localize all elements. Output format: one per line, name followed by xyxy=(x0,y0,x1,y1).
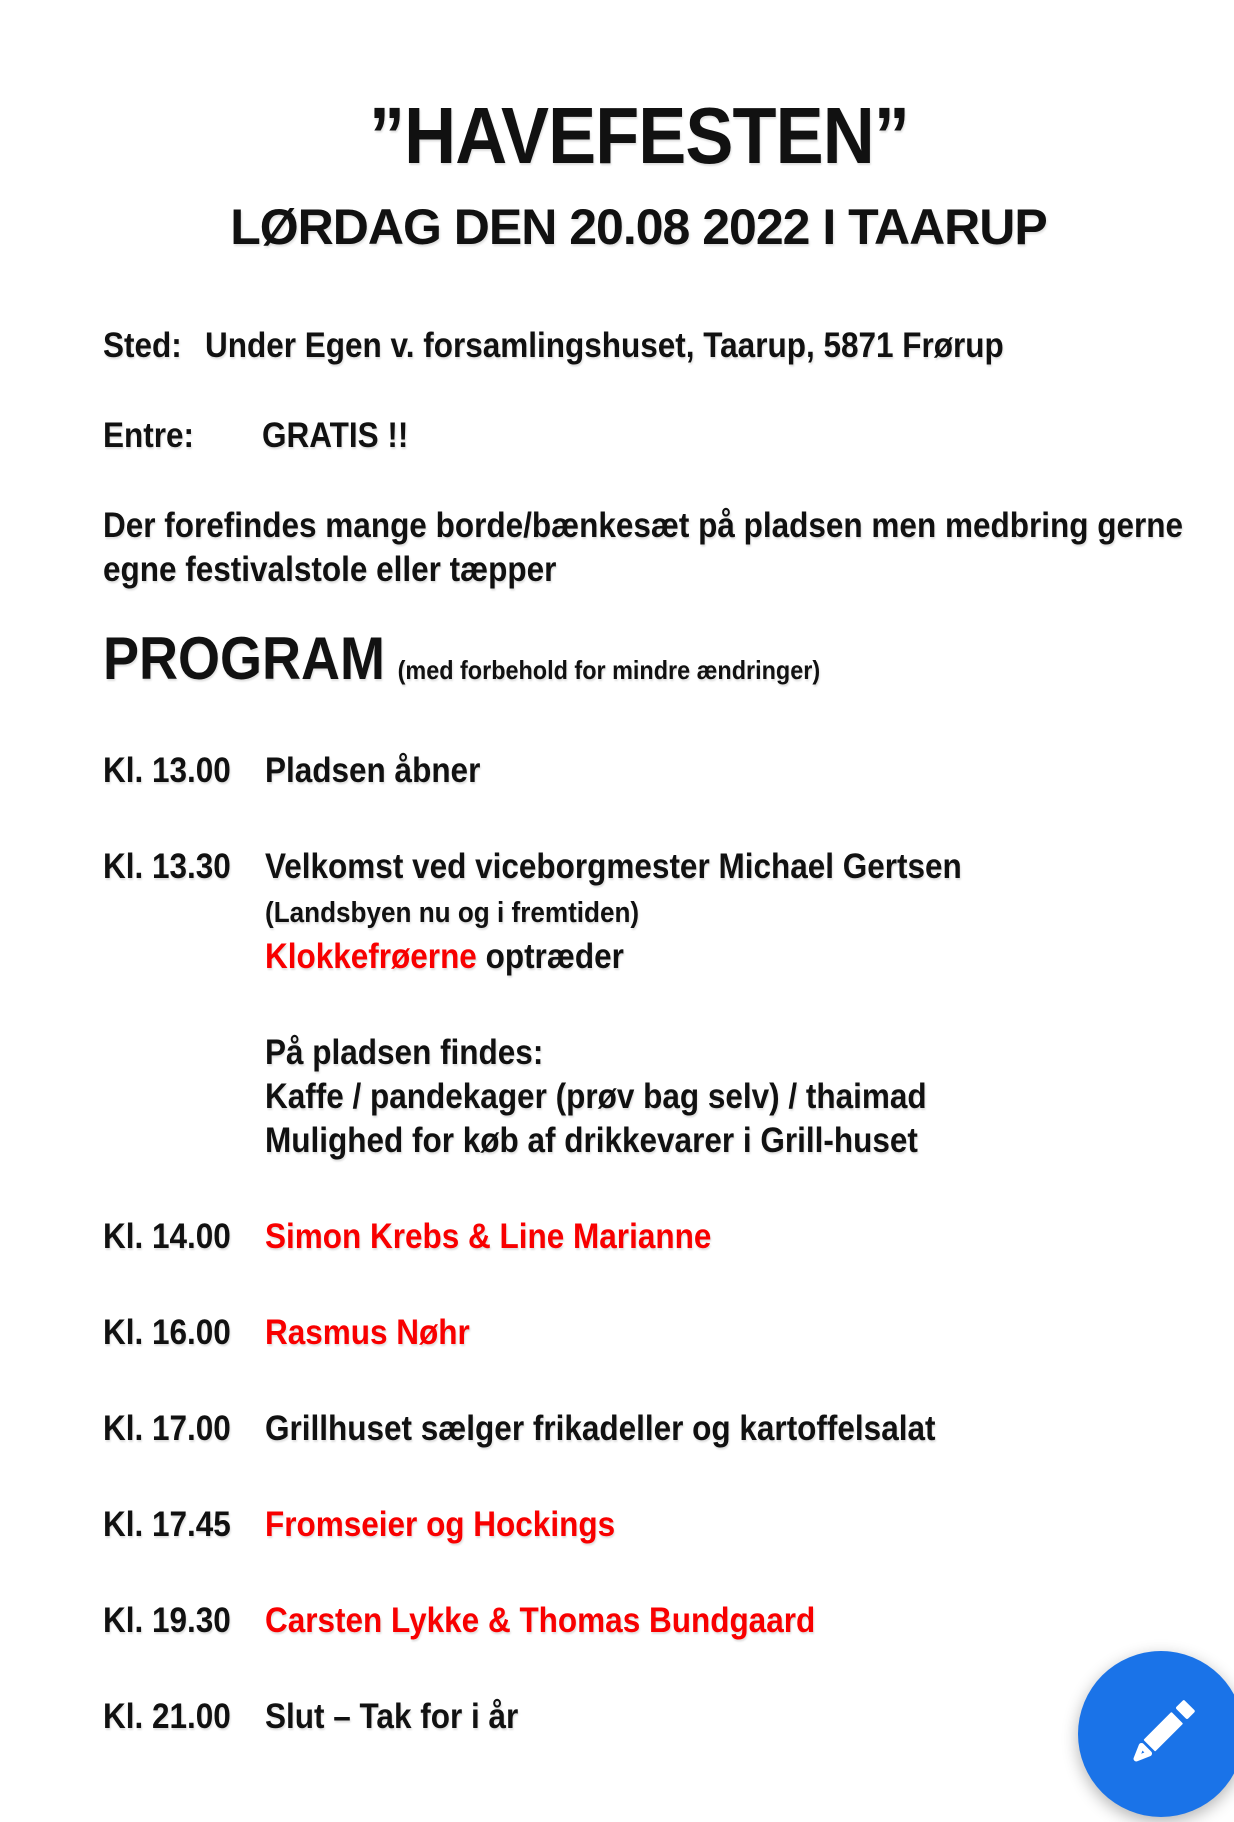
program-time-text: Kl. 19.30 xyxy=(103,1601,231,1640)
program-time-text: Kl. 17.45 xyxy=(103,1505,231,1544)
program-line xyxy=(265,1503,1174,1547)
seating-note-text-1: Der forefindes mange borde/bænkesæt på pladsen men medbring gerne xyxy=(103,506,1183,545)
text-segment: (Landsbyen nu og i fremtiden) xyxy=(265,897,640,929)
venue-label-cell xyxy=(103,324,205,368)
program-line-text xyxy=(265,749,480,793)
page-title xyxy=(103,88,1174,184)
program-line-text xyxy=(265,1407,935,1451)
highlighted-act-name: Fromseier og Hockings xyxy=(265,1505,616,1544)
program-description xyxy=(265,1695,1174,1739)
program-description xyxy=(265,1031,1174,1163)
program-time-text: Kl. 13.30 xyxy=(103,847,231,886)
program-description xyxy=(265,1215,1174,1259)
text-segment: optræder xyxy=(476,937,624,976)
seating-note xyxy=(103,504,1183,592)
program-time xyxy=(103,1695,265,1739)
program-description xyxy=(265,845,1174,979)
admission-label: Entre: xyxy=(103,416,195,455)
program-line-text xyxy=(265,1031,543,1075)
text-segment: Pladsen åbner xyxy=(265,751,481,790)
text-segment: Kaffe / pandekager (prøv bag selv) / thaimad xyxy=(265,1077,927,1116)
program-row xyxy=(103,845,1174,979)
page-subtitle-text: LØRDAG DEN 20.08 2022 I TAARUP xyxy=(230,199,1047,255)
program-time-text: Kl. 14.00 xyxy=(103,1217,231,1256)
program-time xyxy=(103,1031,265,1163)
program-description xyxy=(265,1407,1174,1451)
program-description xyxy=(265,749,1174,793)
program-row xyxy=(103,1215,1174,1259)
program-title: PROGRAM xyxy=(103,625,386,692)
program-line xyxy=(265,1031,1174,1075)
seating-note-line xyxy=(103,548,1174,592)
program-line-text xyxy=(265,891,639,935)
admission-value: GRATIS !! xyxy=(262,416,409,455)
program-line xyxy=(265,1311,1174,1355)
program-line-text xyxy=(265,845,962,889)
edit-fab-button[interactable] xyxy=(1078,1651,1234,1817)
program-line xyxy=(265,1599,1174,1643)
program-line xyxy=(265,1695,1174,1739)
program-time-text: Kl. 17.00 xyxy=(103,1409,231,1448)
seating-note-text-2: egne festivalstole eller tæpper xyxy=(103,550,557,589)
program-line-text xyxy=(265,1695,518,1739)
admission-label-cell xyxy=(103,414,262,458)
program-schedule xyxy=(103,749,1174,1739)
venue-value: Under Egen v. forsamlingshuset, Taarup, 5871 Frørup xyxy=(205,326,1004,365)
program-time xyxy=(103,1407,265,1451)
highlighted-act-name: Klokkefrøerne xyxy=(265,937,477,976)
program-line-text xyxy=(265,1503,615,1547)
highlighted-act-name: Rasmus Nøhr xyxy=(265,1313,470,1352)
program-time xyxy=(103,1215,265,1259)
program-line-text xyxy=(265,935,624,979)
program-row xyxy=(103,1695,1174,1739)
program-description xyxy=(265,1503,1174,1547)
highlighted-act-name: Carsten Lykke & Thomas Bundgaard xyxy=(265,1601,816,1640)
program-row xyxy=(103,1503,1174,1547)
program-line-text xyxy=(265,1311,470,1355)
program-line xyxy=(265,845,1174,889)
admission-row xyxy=(103,414,1174,458)
program-line-text xyxy=(265,1119,918,1163)
program-line xyxy=(265,749,1174,793)
program-line-text xyxy=(265,1075,927,1119)
program-time xyxy=(103,845,265,979)
highlighted-act-name: Simon Krebs & Line Marianne xyxy=(265,1217,712,1256)
program-line xyxy=(265,1407,1174,1451)
program-line xyxy=(265,1215,1174,1259)
program-heading-text xyxy=(103,624,820,705)
program-row xyxy=(103,1031,1174,1163)
pencil-icon xyxy=(1115,1688,1207,1780)
text-segment: Mulighed for køb af drikkevarer i Grill-huset xyxy=(265,1121,918,1160)
program-heading xyxy=(103,624,1174,705)
program-row xyxy=(103,1407,1174,1451)
program-time-text: Kl. 13.00 xyxy=(103,751,231,790)
program-time-text: Kl. 16.00 xyxy=(103,1313,231,1352)
program-time xyxy=(103,1311,265,1355)
program-time xyxy=(103,749,265,793)
program-line-text xyxy=(265,1599,815,1643)
program-time xyxy=(103,1599,265,1643)
venue-row xyxy=(103,324,1174,368)
program-row xyxy=(103,749,1174,793)
program-row xyxy=(103,1311,1174,1355)
program-line xyxy=(265,1119,1174,1163)
program-line xyxy=(265,935,1174,979)
seating-note-line xyxy=(103,504,1183,548)
text-segment: På pladsen findes: xyxy=(265,1033,544,1072)
program-row xyxy=(103,1599,1174,1643)
text-segment: Velkomst ved viceborgmester Michael Gertsen xyxy=(265,847,962,886)
page-title-text: ”HAVEFESTEN” xyxy=(368,91,909,180)
page-subtitle xyxy=(103,198,1174,256)
program-time-text: Kl. 21.00 xyxy=(103,1697,231,1736)
program-disclaimer: (med forbehold for mindre ændringer) xyxy=(397,655,821,685)
text-segment: Grillhuset sælger frikadeller og kartoffelsalat xyxy=(265,1409,936,1448)
program-description xyxy=(265,1599,1174,1643)
program-line xyxy=(265,1075,1174,1119)
program-line xyxy=(265,889,1174,935)
program-description xyxy=(265,1311,1174,1355)
program-time xyxy=(103,1503,265,1547)
venue-label: Sted: xyxy=(103,326,182,365)
text-segment: Slut – Tak for i år xyxy=(265,1697,519,1736)
program-line-text xyxy=(265,1215,711,1259)
